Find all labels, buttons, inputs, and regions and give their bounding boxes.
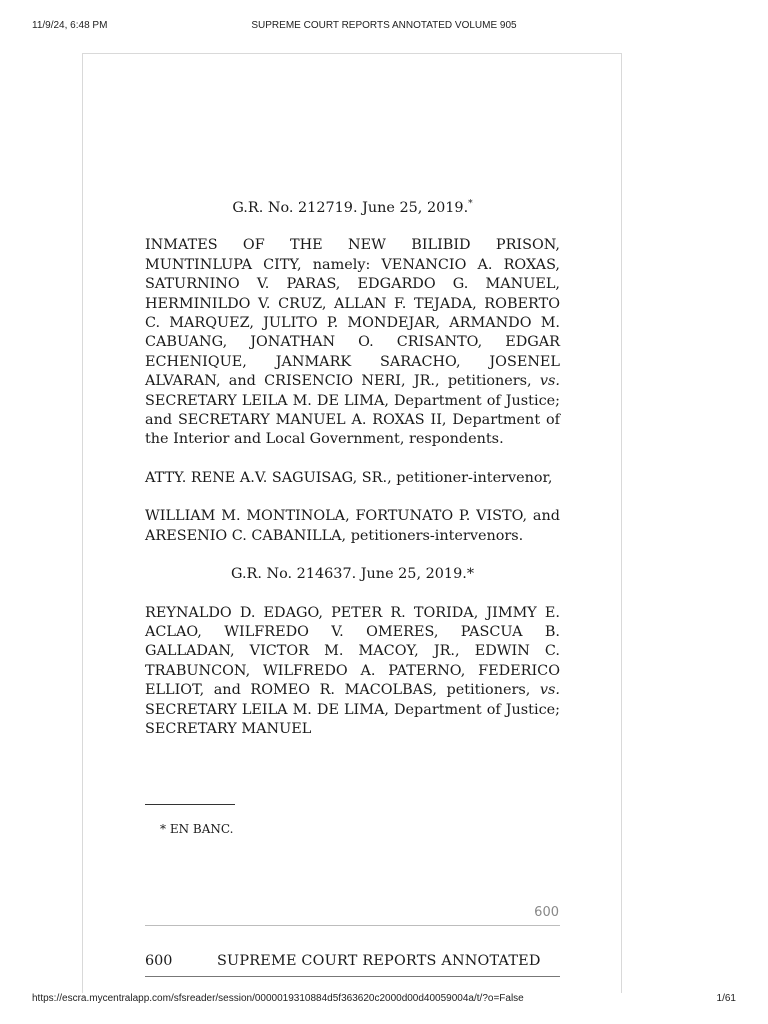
- print-header: [0, 20, 768, 34]
- print-page-count: 1/61: [716, 993, 736, 1004]
- running-head-title: SUPREME COURT REPORTS ANNOTATED: [217, 953, 541, 969]
- print-footer: [0, 993, 768, 1007]
- case2-gr-number: G.R. No. 214637. June 25, 2019.*: [230, 566, 475, 583]
- case2-petitioners: REYNALDO D. EDAGO, PETER R. TORIDA, JIMMY E. ACLAO, WILFREDO V. OMERES, PASCUA B. GALLADAN, VICTOR M. MACOY, JR., EDWIN C. TRABUNCON, WILFREDO A. PATERNO, FEDERICO ELLIOT, and ROMEO R. MACOLBAS, petitioners,: [145, 604, 560, 699]
- case1-footnote-marker: *: [468, 199, 473, 210]
- footnote-divider: [145, 804, 235, 805]
- case2-parties: [145, 604, 560, 740]
- running-head-divider: [145, 976, 560, 977]
- document-body: [145, 199, 560, 739]
- case2-versus: vs.: [539, 682, 560, 699]
- print-datetime: 11/9/24, 6:48 PM: [32, 20, 108, 31]
- intervenor-1: ATTY. RENE A.V. SAGUISAG, SR., petitioner-intervenor,: [145, 469, 553, 486]
- print-title: SUPREME COURT REPORTS ANNOTATED VOLUME 905: [251, 20, 517, 31]
- page-number: 600: [534, 905, 559, 920]
- case1-parties: [145, 236, 560, 449]
- running-head-page: 600: [145, 953, 173, 969]
- case1-petitioners: INMATES OF THE NEW BILIBID PRISON, MUNTINLUPA CITY, namely: VENANCIO A. ROXAS, SATURNINO V. PARAS, EDGARDO G. MANUEL, HERMINILDO V. CRUZ, ALLAN F. TEJADA, ROBERTO C. MARQUEZ, JULITO P. MONDEJAR, ARMANDO M. CABUANG, JONATHAN O. CRISANTO, EDGAR ECHENIQUE, JANMARK SARACHO, JOSENEL ALVARAN, and CRISENCIO NERI, JR., petitioners,: [145, 237, 560, 390]
- case1-versus: vs.: [539, 373, 560, 390]
- document-page: [82, 53, 622, 993]
- case1-respondents: SECRETARY LEILA M. DE LIMA, Department of Justice; and SECRETARY MANUEL A. ROXAS II, Department of the Interior and Local Government, respondents.: [145, 392, 560, 448]
- page-divider: [145, 925, 560, 926]
- print-url[interactable]: https://escra.mycentralapp.com/sfsreader/session/0000019310884d5f363620c2000d00d40059004a/t/?o=False: [32, 993, 524, 1004]
- case1-gr-number: [145, 199, 560, 218]
- case1-gr-text: G.R. No. 212719. June 25, 2019.: [232, 200, 469, 216]
- case2-respondents: SECRETARY LEILA M. DE LIMA, Department of Justice; SECRETARY MANUEL: [145, 701, 560, 737]
- intervenor-2: WILLIAM M. MONTINOLA, FORTUNATO P. VISTO, and ARESENIO C. CABANILLA, petitioners-intervenors.: [145, 508, 560, 544]
- footnote: * EN BANC.: [160, 822, 234, 836]
